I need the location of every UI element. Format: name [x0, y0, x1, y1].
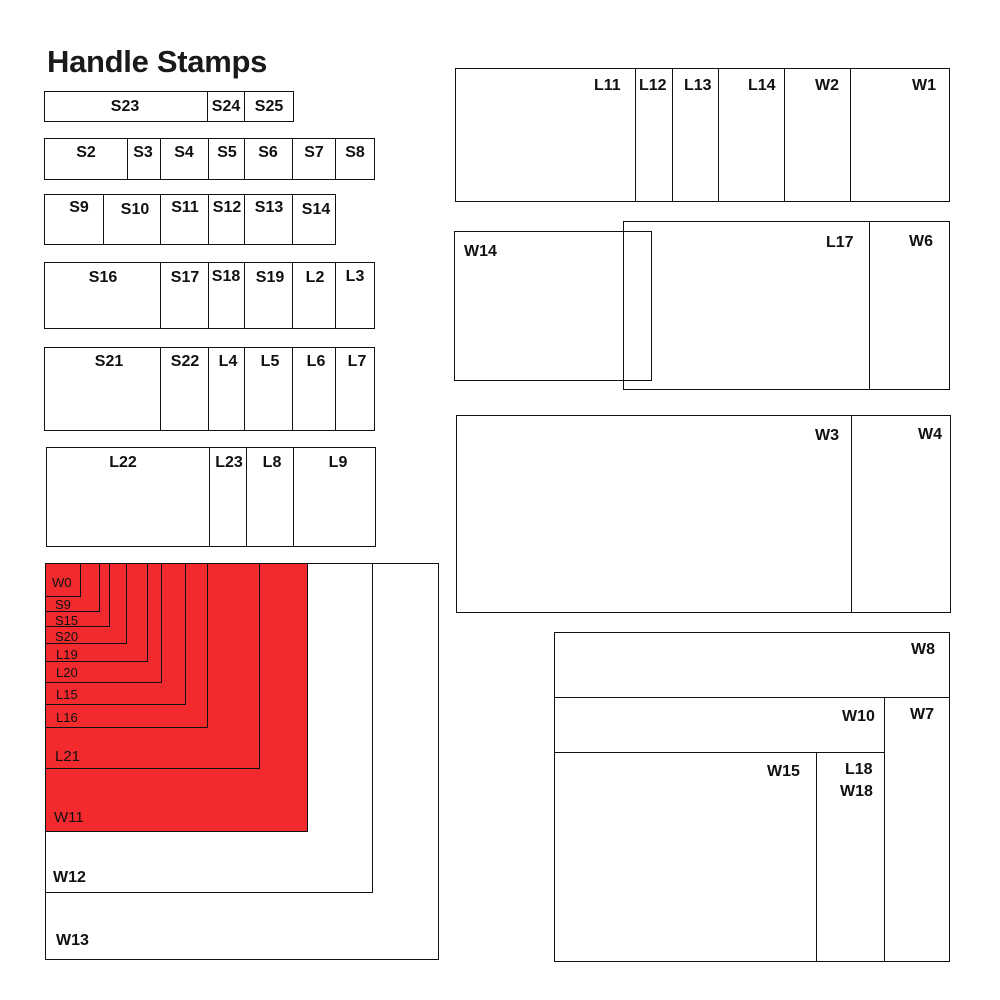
stamp-divider: [208, 347, 209, 431]
stamp-divider: [335, 262, 336, 329]
nest-label: L19: [56, 647, 78, 662]
stamp-label: L22: [109, 454, 137, 471]
stamp-divider: [292, 347, 293, 431]
stamp-divider: [672, 68, 673, 202]
stamp-label: S6: [258, 144, 278, 161]
stamp-divider: [292, 138, 293, 180]
nest-label: L20: [56, 665, 78, 680]
nest-label: W11: [54, 809, 84, 826]
stamp-divider: [635, 68, 636, 202]
stamp-label: S8: [345, 144, 365, 161]
stamp-divider: [209, 447, 210, 547]
stamp-divider: [554, 752, 885, 753]
stamp-divider: [103, 194, 104, 245]
stamp-divider: [160, 347, 161, 431]
stamp-label: S11: [171, 199, 199, 216]
stamp-label: W15: [767, 763, 800, 780]
stamp-group-right4: [554, 632, 950, 962]
stamp-divider: [884, 697, 885, 962]
nest-label: L15: [56, 687, 78, 702]
stamp-divider: [246, 447, 247, 547]
nest-label: L21: [55, 748, 81, 765]
stamp-group-right3: [456, 415, 951, 613]
stamp-label: L2: [305, 269, 325, 286]
stamp-label: S23: [110, 98, 140, 115]
stamp-divider: [127, 138, 128, 180]
stamp-label: L23: [215, 454, 243, 471]
stamp-divider: [718, 68, 719, 202]
stamp-divider: [335, 347, 336, 431]
stamp-label: L6: [306, 353, 326, 370]
stamp-label: L13: [684, 77, 712, 94]
stamp-group-row6: [46, 447, 376, 547]
stamp-label: L8: [262, 454, 282, 471]
stamp-label: S10: [120, 201, 150, 218]
stamp-divider: [244, 138, 245, 180]
stamp-cell: [207, 91, 208, 122]
stamp-label: S22: [170, 353, 200, 370]
stamp-divider: [851, 415, 852, 613]
stamp-cell: [244, 91, 245, 122]
stamp-label: L14: [748, 77, 776, 94]
stamp-divider: [850, 68, 851, 202]
stamp-divider: [292, 262, 293, 329]
stamp-label: S12: [212, 199, 242, 216]
stamp-divider: [244, 194, 245, 245]
stamp-label: S24: [211, 98, 241, 115]
stamp-label: L5: [260, 353, 280, 370]
stamp-label: S14: [301, 201, 331, 218]
stamp-divider: [160, 262, 161, 329]
stamp-label: S3: [133, 144, 153, 161]
stamp-label: L7: [347, 353, 367, 370]
stamp-label: S4: [174, 144, 194, 161]
stamp-label: W14: [464, 243, 497, 260]
nest-label: W13: [56, 932, 89, 949]
stamp-label: S16: [88, 269, 118, 286]
stamp-box-l17: [623, 221, 950, 390]
stamp-label: S19: [255, 269, 285, 286]
stamp-divider: [554, 697, 950, 698]
stamp-label: W2: [815, 77, 839, 94]
stamp-label: S5: [217, 144, 237, 161]
stamp-label: W18: [840, 783, 873, 800]
stamp-label: L9: [328, 454, 348, 471]
nest-label: S15: [55, 613, 79, 628]
stamp-divider: [244, 262, 245, 329]
stamp-label: L12: [639, 77, 667, 94]
stamp-label: W8: [911, 641, 935, 658]
stamp-divider: [292, 194, 293, 245]
stamp-divider: [208, 194, 209, 245]
stamp-label: S13: [254, 199, 284, 216]
nest-label: L16: [56, 710, 78, 725]
stamp-label: S7: [304, 144, 324, 161]
stamp-label: S21: [94, 353, 124, 370]
stamp-label: W6: [909, 233, 933, 250]
stamp-label: L17: [826, 234, 854, 251]
nest-label: S9: [55, 597, 71, 612]
stamp-label: W7: [910, 706, 934, 723]
stamp-label: S25: [254, 98, 284, 115]
stamp-divider: [160, 194, 161, 245]
stamp-label: S2: [76, 144, 96, 161]
stamp-divider: [335, 138, 336, 180]
stamp-label: S17: [170, 269, 200, 286]
stamp-label: L4: [218, 353, 238, 370]
stamp-divider: [816, 752, 817, 962]
stamp-divider: [208, 262, 209, 329]
stamp-divider: [244, 347, 245, 431]
stamp-label: W1: [912, 77, 936, 94]
stamp-divider: [293, 447, 294, 547]
stamp-label: L18: [845, 761, 873, 778]
nest-label: W0: [52, 575, 72, 590]
nest-label: S20: [55, 629, 79, 644]
nest-label: W12: [53, 869, 86, 886]
stamp-label: L3: [345, 268, 365, 285]
stamp-label: S18: [211, 268, 241, 285]
page-title: Handle Stamps: [47, 44, 268, 79]
stamp-divider: [160, 138, 161, 180]
stamp-label: L11: [594, 77, 621, 94]
stamp-divider: [784, 68, 785, 202]
stamp-label: S9: [69, 199, 89, 216]
stamp-label: W3: [815, 427, 839, 444]
stamp-label: W4: [918, 426, 942, 443]
stamp-label: W10: [842, 708, 875, 725]
stamp-divider: [208, 138, 209, 180]
stamp-divider: [869, 221, 870, 390]
